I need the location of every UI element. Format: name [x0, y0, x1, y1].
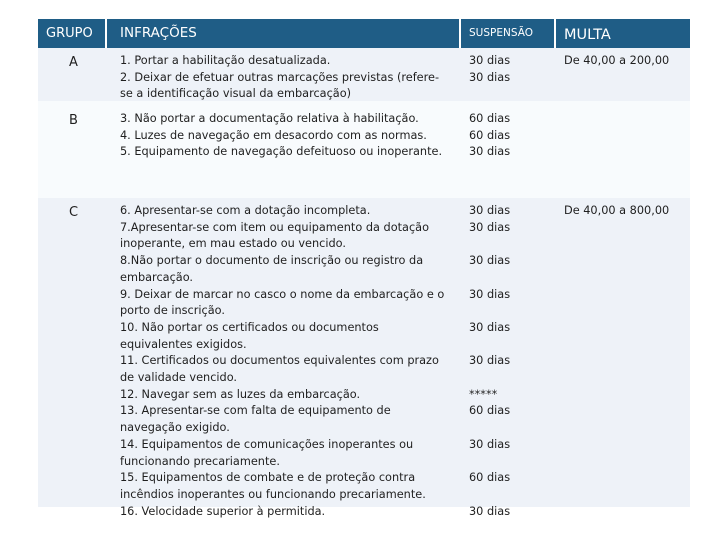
infracao-line: funcionando precariamente.	[120, 454, 280, 468]
header-divider	[459, 19, 461, 48]
header-divider	[554, 19, 556, 48]
suspensao-line: 60 dias	[469, 128, 511, 142]
header-divider	[105, 19, 107, 48]
suspensao-line: 60 dias	[469, 471, 511, 485]
infracao-line: 15. Equipamentos de combate e de proteção contra	[120, 471, 416, 485]
infracao-line: equivalentes exigidos.	[120, 337, 247, 351]
suspensao-line	[469, 487, 510, 504]
suspensao-line	[469, 454, 510, 471]
header-grupo: GRUPO	[46, 26, 93, 41]
infracao-line: 4. Luzes de navegação em desacordo com as normas.	[120, 128, 427, 142]
infracao-line: 13. Apresentar-se com falta de equipamento de	[120, 404, 391, 418]
suspensao-line	[469, 236, 510, 253]
suspensao-line: 30 dias	[469, 70, 511, 84]
header-suspensao: SUSPENSÃO	[469, 27, 533, 39]
grupo-cell: B	[69, 113, 78, 128]
infracao-line: 5. Equipamento de navegação defeituoso ou inoperante.	[120, 145, 443, 159]
suspensao-line: 30 dias	[469, 220, 511, 234]
infracao-line: 14. Equipamentos de comunicações inoperantes ou	[120, 437, 414, 451]
infracao-line: 10. Não portar os certificados ou documentos	[120, 320, 379, 334]
infracoes-cell	[120, 203, 444, 520]
suspensao-line: 30 dias	[469, 437, 511, 451]
infracao-line: 7.Apresentar-se com item ou equipamento da dotação	[120, 220, 430, 234]
grupo-cell: C	[69, 205, 79, 220]
suspensao-line: 30 dias	[469, 354, 511, 368]
infracao-line: 1. Portar a habilitação desatualizada.	[120, 54, 331, 67]
infracao-line: de validade vencido.	[120, 371, 238, 385]
infracao-line: 16. Velocidade superior à permitida.	[120, 504, 326, 518]
suspensao-cell	[469, 203, 510, 520]
suspensao-line: 60 dias	[469, 404, 511, 418]
suspensao-cell	[469, 53, 510, 86]
suspensao-line	[469, 370, 510, 387]
header-multa: MULTA	[564, 27, 611, 43]
suspensao-line: 30 dias	[469, 254, 511, 268]
table-row-b	[38, 101, 690, 198]
table-row-a	[38, 48, 690, 101]
multa-cell: De 40,00 a 800,00	[564, 204, 670, 217]
suspensao-line	[469, 270, 510, 287]
suspensao-line: 30 dias	[469, 320, 511, 334]
suspensao-line: 60 dias	[469, 112, 511, 125]
infracao-line: 12. Navegar sem as luzes da embarcação.	[120, 387, 361, 401]
infracoes-cell	[120, 111, 442, 161]
multa-cell: De 40,00 a 200,00	[564, 54, 670, 67]
infracao-line: navegação exigido.	[120, 421, 230, 435]
suspensao-line: 30 dias	[469, 287, 511, 301]
suspensao-line: 30 dias	[469, 504, 511, 518]
table-header	[38, 19, 690, 48]
suspensao-line	[469, 337, 510, 354]
suspensao-line: 30 dias	[469, 204, 511, 217]
grupo-cell: A	[69, 55, 78, 70]
infracao-line: se a identificação visual da embarcação)	[120, 87, 352, 101]
suspensao-line: 30 dias	[469, 145, 511, 159]
header-infracoes: INFRAÇÕES	[120, 25, 197, 41]
infracao-line: 8.Não portar o documento de inscrição ou registro da	[120, 254, 424, 268]
suspensao-line: *****	[469, 387, 498, 401]
suspensao-line	[469, 303, 510, 320]
infracao-line: 2. Deixar de efetuar outras marcações previstas (refere-	[120, 70, 440, 84]
suspensao-line: 30 dias	[469, 54, 511, 67]
infracao-line: embarcação.	[120, 270, 194, 284]
infracoes-cell	[120, 53, 439, 103]
infracao-line: inoperante, em mau estado ou vencido.	[120, 237, 346, 251]
suspensao-line	[469, 420, 510, 437]
infracao-line: 11. Certificados ou documentos equivalentes com prazo	[120, 354, 439, 368]
infracao-line: 9. Deixar de marcar no casco o nome da embarcação e o	[120, 287, 445, 301]
infracao-line: 6. Apresentar-se com a dotação incompleta.	[120, 204, 371, 217]
infracao-line: 3. Não portar a documentação relativa à habilitação.	[120, 112, 419, 125]
table-row-c	[38, 198, 690, 518]
infracao-line: porto de inscrição.	[120, 304, 225, 318]
suspensao-cell	[469, 111, 510, 161]
infractions-table	[38, 19, 690, 518]
infracao-line: incêndios inoperantes ou funcionando precariamente.	[120, 487, 426, 501]
